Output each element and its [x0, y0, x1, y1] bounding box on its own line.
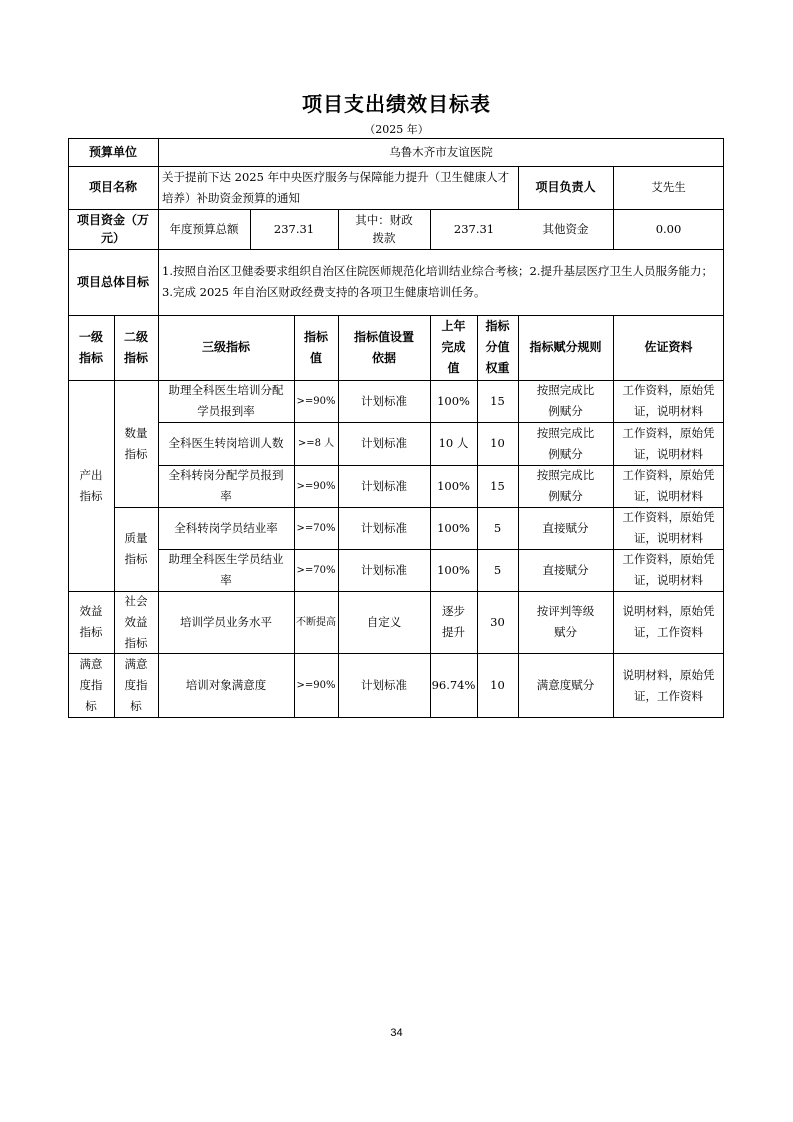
header-evidence: 佐证资料	[644, 340, 693, 354]
other-funds-label: 其他资金	[542, 221, 589, 236]
project-name-label: 项目名称	[88, 180, 137, 194]
level3-indicator: 助理全科医生培训分配学员报到率	[168, 383, 284, 418]
value-basis: 自定义	[366, 614, 402, 629]
scoring-rule: 按照完成比例赋分	[536, 383, 595, 418]
prev-year-value: 逐步提升	[442, 604, 465, 639]
indicator-value: 不断提高	[296, 616, 336, 628]
indicator-value: >=90%	[296, 480, 336, 492]
value-basis: 计划标准	[361, 393, 407, 408]
level1-benefit: 效益指标	[79, 604, 103, 639]
budget-unit-label: 预算单位	[88, 144, 137, 159]
project-leader-value: 艾先生	[651, 180, 686, 194]
header-indicator-value: 指标值	[303, 329, 328, 365]
header-level1: 一级指标	[78, 329, 103, 365]
project-leader-label: 项目负责人	[535, 180, 596, 194]
level3-indicator: 全科医生转岗培训人数	[168, 436, 284, 450]
level1-output: 产出指标	[79, 467, 103, 503]
weight: 10	[490, 436, 505, 450]
performance-table	[68, 138, 724, 718]
value-basis: 计划标准	[361, 562, 407, 577]
scoring-rule: 直接赋分	[542, 520, 589, 535]
annual-budget-value: 237.31	[273, 221, 315, 236]
project-name-value: 关于提前下达 2025 年中央医疗服务与保障能力提升（卫生健康人才培养）补助资金预算的通知	[162, 169, 510, 205]
prev-year-value: 96.74%	[431, 678, 476, 692]
header-scoring-rule: 指标赋分规则	[529, 340, 602, 354]
level2-quality: 质量指标	[124, 531, 148, 566]
level3-indicator: 全科转岗学员结业率	[174, 520, 278, 535]
level3-indicator: 培训学员业务水平	[180, 614, 272, 629]
evidence: 说明材料，原始凭证，工作资料	[622, 604, 715, 639]
level3-indicator: 培训对象满意度	[185, 678, 267, 692]
scoring-rule: 直接赋分	[542, 562, 589, 577]
weight: 15	[490, 393, 505, 408]
year-subtitle: （2025 年）	[364, 123, 429, 136]
level2-social-benefit: 社会效益指标	[124, 593, 148, 650]
prev-year-value: 10 人	[438, 436, 469, 450]
evidence: 说明材料，原始凭证，工作资料	[622, 667, 715, 703]
annual-budget-label: 年度预算总额	[169, 221, 239, 236]
evidence: 工作资料，原始凭证，说明材料	[622, 468, 715, 503]
budget-unit-value: 乌鲁木齐市友谊医院	[389, 144, 493, 159]
fiscal-value: 237.31	[453, 221, 495, 236]
other-funds-value: 0.00	[655, 221, 682, 236]
header-level2: 二级指标	[123, 329, 148, 365]
prev-year-value: 100%	[437, 520, 470, 535]
level1-satisfaction: 满意度指标	[79, 657, 103, 713]
header-prev-value: 上年完成值	[441, 319, 466, 375]
evidence: 工作资料，原始凭证，说明材料	[622, 383, 715, 418]
weight: 5	[493, 562, 502, 577]
page-number: 34	[390, 1027, 403, 1039]
header-weight: 指标分值权重	[485, 319, 510, 375]
level2-quantity: 数量指标	[124, 425, 148, 461]
weight: 5	[493, 520, 502, 535]
weight: 15	[490, 478, 505, 493]
value-basis: 计划标准	[361, 520, 407, 535]
level3-indicator: 助理全科医生学员结业率	[168, 552, 284, 587]
funds-label: 项目资金（万元）	[76, 213, 149, 245]
prev-year-value: 100%	[437, 393, 470, 408]
page-title: 项目支出绩效目标表	[302, 92, 491, 116]
value-basis: 计划标准	[361, 478, 407, 493]
indicator-value: >=8 人	[297, 438, 335, 449]
scoring-rule: 按照完成比例赋分	[536, 468, 595, 503]
evidence: 工作资料，原始凭证，说明材料	[622, 510, 715, 545]
scoring-rule: 满意度赋分	[536, 678, 595, 692]
value-basis: 计划标准	[361, 436, 407, 450]
prev-year-value: 100%	[437, 562, 470, 577]
prev-year-value: 100%	[437, 478, 470, 493]
fiscal-label: 其中：财政拨款	[355, 213, 413, 245]
weight: 10	[490, 678, 505, 692]
evidence: 工作资料，原始凭证，说明材料	[622, 552, 715, 587]
scoring-rule: 按评判等级赋分	[536, 604, 595, 639]
indicator-value: >=70%	[296, 564, 336, 576]
weight: 30	[490, 614, 505, 629]
header-value-basis: 指标值设置依据	[353, 329, 414, 365]
level3-indicator: 全科转岗分配学员报到率	[168, 468, 284, 503]
overall-goal-text: 1.按照自治区卫健委要求组织自治区住院医师规范化培训结业综合考核；2.提升基层医疗卫生人员服务能力；3.完成 2025 年自治区财政经费支持的各项卫生健康培训任务。	[162, 264, 713, 299]
value-basis: 计划标准	[361, 678, 407, 692]
indicator-value: >=90%	[296, 395, 336, 407]
indicator-value: >=70%	[296, 522, 336, 534]
header-level3: 三级指标	[201, 340, 250, 354]
level2-satisfaction: 满意度指标	[124, 657, 148, 713]
overall-goal-label: 项目总体目标	[76, 274, 149, 289]
indicator-value: >=90%	[296, 680, 336, 691]
scoring-rule: 按照完成比例赋分	[536, 425, 595, 461]
evidence: 工作资料，原始凭证，说明材料	[622, 425, 715, 461]
